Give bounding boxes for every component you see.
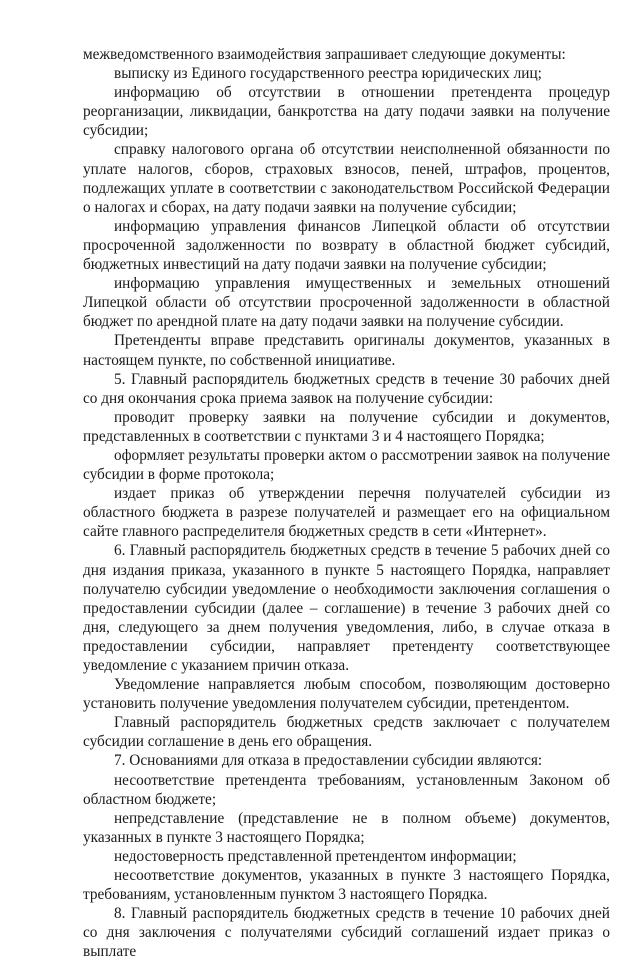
document-body — [83, 45, 610, 962]
paragraph-4: справку налогового органа об отсутствии неисполненной обязанности по уплате налогов, сборов, страховых взносов, пеней, штрафов, процентов, подлежащих уплате в соответствии с законодательством Российской Федерации о налогах и сборах, на дату подачи заявки на получение субсидии; — [83, 141, 610, 216]
paragraph-6: информацию управления имущественных и земельных отношений Липецкой области об отсутствии просроченной задолженности в областной бюджет по арендной плате на дату подачи заявки на получение субсидии. — [83, 275, 610, 331]
paragraph-7: Претенденты вправе представить оригиналы документов, указанных в настоящем пункте, по собственной инициативе. — [83, 332, 610, 369]
paragraph-10: оформляет результаты проверки актом о рассмотрении заявок на получение субсидии в форме протокола; — [83, 446, 610, 484]
paragraph-1: межведомственного взаимодействия запрашивает следующие документы: — [83, 46, 566, 63]
paragraph-5: информацию управления финансов Липецкой области об отсутствии просроченной задолженности по возврату в областной бюджет субсидий, бюджетных инвестиций на дату подачи заявки на получение субсидии; — [83, 217, 610, 274]
paragraph-18: недостоверность представленной претендентом информации; — [114, 847, 517, 865]
paragraph-16: несоответствие претендента требованиям, установленным Законом об областном бюджете; — [83, 771, 610, 808]
paragraph-15: 7. Основаниями для отказа в предоставлении субсидии являются: — [114, 752, 543, 770]
paragraph-19: несоответствие документов, указанных в пункте 3 настоящего Порядка, требованиям, установленным пунктом 3 настоящего Порядка. — [83, 867, 610, 904]
paragraph-3: информацию об отсутствии в отношении претендента процедур реорганизации, ликвидации, банкротства на дату подачи заявки на получение субсидии; — [83, 84, 610, 140]
paragraph-2: выписку из Единого государственного реестра юридических лиц; — [114, 65, 542, 83]
paragraph-13: Уведомление направляется любым способом, позволяющим достоверно установить получение уведомления получателем субсидии, претендентом. — [83, 676, 610, 713]
paragraph-8: 5. Главный распорядитель бюджетных средств в течение 30 рабочих дней со дня окончания срока приема заявок на получение субсидии: — [83, 370, 610, 407]
paragraph-11: издает приказ об утверждении перечня получателей субсидии из областного бюджета в разрезе получателей и размещает его на официальном сайте главного распределителя бюджетных средств в сети «Интернет». — [83, 485, 610, 541]
paragraph-17: непредставление (представление не в полном объеме) документов, указанных в пункте 3 настоящего Порядка; — [83, 809, 610, 846]
paragraph-14: Главный распорядитель бюджетных средств заключает с получателем субсидии соглашение в день его обращения. — [83, 714, 610, 751]
paragraph-9: проводит проверку заявки на получение субсидии и документов, представленных в соответствии с пунктами 3 и 4 настоящего Порядка; — [83, 408, 610, 445]
paragraph-12: 6. Главный распорядитель бюджетных средств в течение 5 рабочих дней со дня издания приказа, указанного в пункте 5 настоящего Порядка, направляет получателю субсидии уведомление о необходимости заключения соглашения о предоставлении субсидии (далее – соглашение) в течение 3 рабочих дней со дня, следующего за днем получения уведомления, либо, в случае отказа в предоставлении субсидии, направляет претенденту соответствующее уведомление с указанием причин отказа. — [83, 542, 610, 674]
paragraph-20: 8. Главный распорядитель бюджетных средств в течение 10 рабочих дней со дня заключения с получателями субсидий соглашений издает приказ о выплате — [83, 905, 610, 961]
